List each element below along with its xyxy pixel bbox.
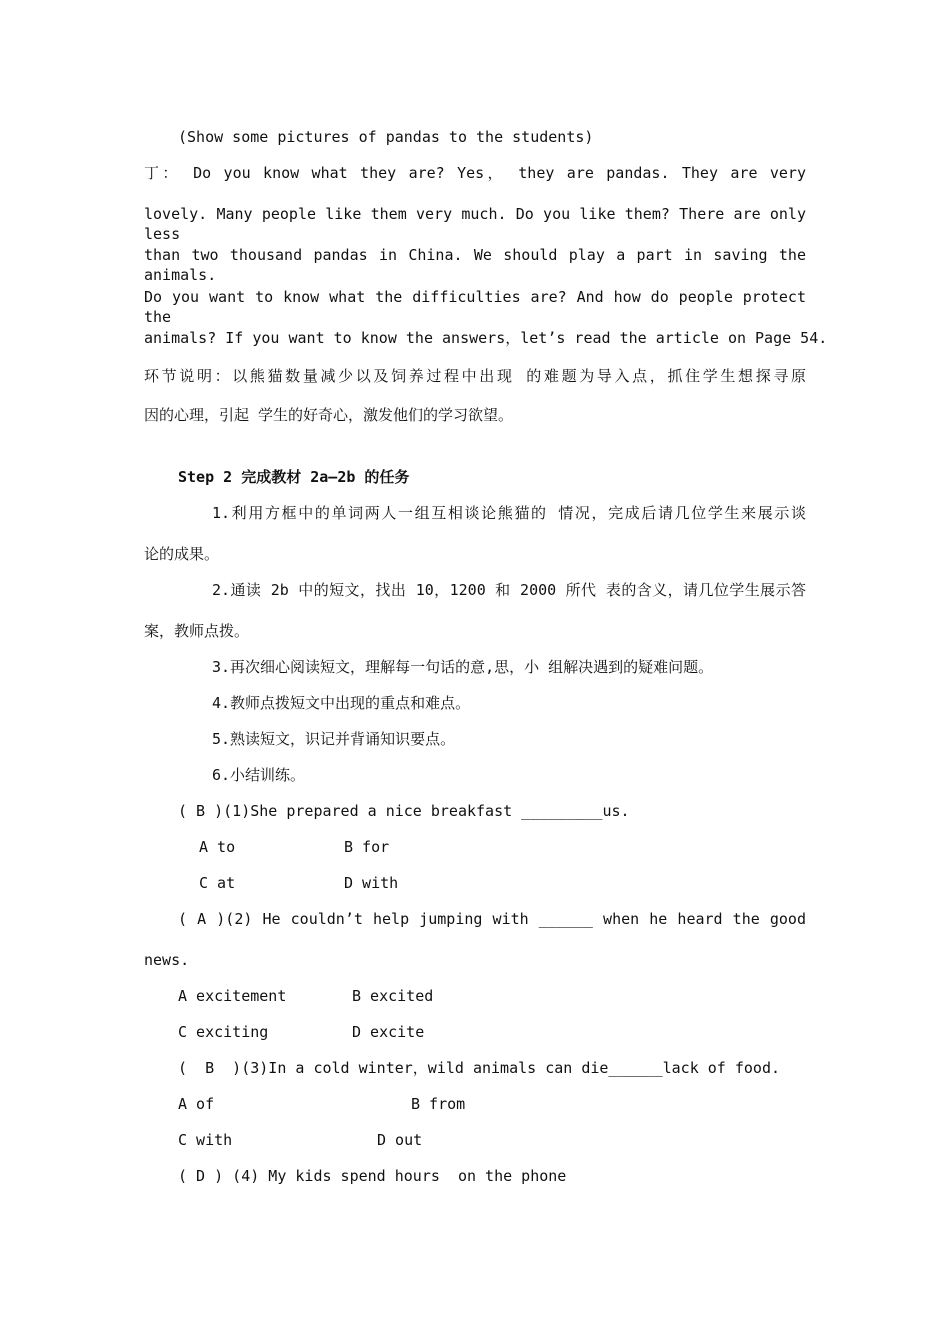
option: A excitement bbox=[178, 987, 287, 1005]
question: ( B )(3)In a cold winter，wild animals can die______lack of food. bbox=[178, 1059, 780, 1077]
dialog-line: than two thousand pandas in China. We should play a part in saving the animals. bbox=[144, 246, 806, 284]
list-item: 5.熟读短文，识记并背诵知识要点。 bbox=[212, 730, 456, 748]
list-item: 论的成果。 bbox=[144, 545, 220, 563]
section-note: 环节说明：以熊猫数量减少以及饲养过程中出现 的难题为导入点，抓住学生想探寻原 bbox=[144, 367, 806, 385]
dialog-line: animals? If you want to know the answers，let’s read the article on Page 54. bbox=[144, 329, 828, 347]
option: C at bbox=[199, 874, 236, 892]
list-item: 3.再次细心阅读短文，理解每一句话的意,思，小 组解决遇到的疑难问题。 bbox=[212, 658, 714, 676]
option: A of bbox=[178, 1095, 215, 1113]
list-item: 案，教师点拨。 bbox=[144, 622, 250, 640]
option: C exciting bbox=[178, 1023, 269, 1041]
dialog-line: 丁： Do you know what they are? Yes， they are pandas. They are very bbox=[144, 164, 806, 182]
section-note: 因的心理，引起 学生的好奇心，激发他们的学习欲望。 bbox=[144, 406, 514, 424]
question: ( D ) (4) My kids spend hours on the phone bbox=[178, 1167, 567, 1185]
option: B excited bbox=[352, 987, 434, 1005]
section-heading: Step 2 完成教材 2a—2b 的任务 bbox=[178, 468, 410, 486]
list-item: 2.通读 2b 中的短文，找出 10，1200 和 2000 所代 表的含义，请几位学生展示答 bbox=[212, 581, 806, 599]
option: B for bbox=[344, 838, 390, 856]
option: A to bbox=[199, 838, 236, 856]
option: D with bbox=[344, 874, 399, 892]
dialog-line: Do you want to know what the difficulties are? And how do people protect the bbox=[144, 288, 806, 326]
question: news. bbox=[144, 951, 190, 969]
question: ( B )(1)She prepared a nice breakfast _________us. bbox=[178, 802, 630, 820]
stage-direction: (Show some pictures of pandas to the students) bbox=[178, 128, 594, 146]
list-item: 1.利用方框中的单词两人一组互相谈论熊猫的 情况，完成后请几位学生来展示谈 bbox=[212, 504, 806, 522]
option: D excite bbox=[352, 1023, 425, 1041]
question: ( A )(2) He couldn’t help jumping with ______ when he heard the good bbox=[178, 910, 806, 928]
list-item: 6.小结训练。 bbox=[212, 766, 306, 784]
option: D out bbox=[377, 1131, 423, 1149]
dialog-line: lovely. Many people like them very much. Do you like them? There are only less bbox=[144, 205, 806, 243]
option: C with bbox=[178, 1131, 233, 1149]
option: B from bbox=[411, 1095, 466, 1113]
list-item: 4.教师点拨短文中出现的重点和难点。 bbox=[212, 694, 471, 712]
